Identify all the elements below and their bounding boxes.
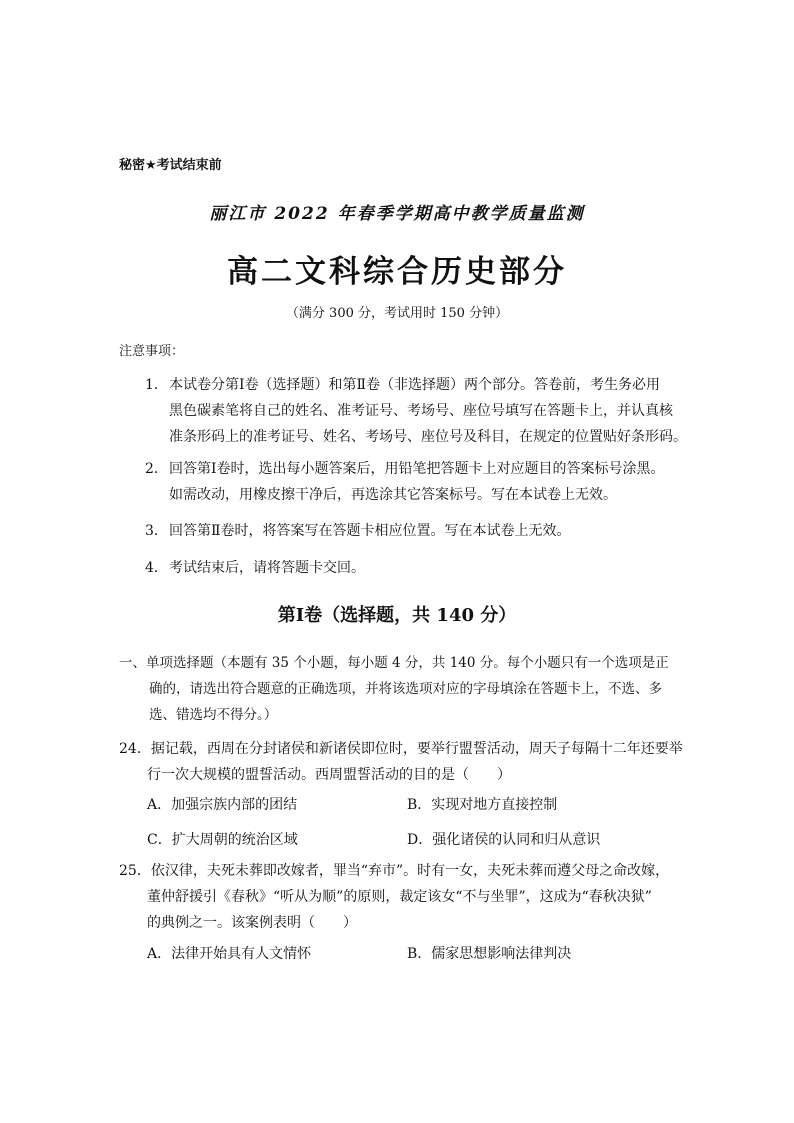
question-24 [119,736,683,788]
question-line: 25．依汉律，夫死未葬即改嫁者，罪当“弃市”。时有一女，夫死未葬而遵父母之命改嫁， [119,863,670,879]
confidential-label: 秘密★考试结束前 [119,158,222,173]
notes-heading: 注意事项： [119,344,185,359]
note-number: 2． [145,461,168,477]
question-25-option-b[interactable]: B．儒家思想影响法律判决 [407,946,572,962]
note-line: 黑色碳素笔将自己的姓名、准考证号、考场号、座位号填写在答题卡上，并认真核 [169,403,673,419]
section-title: 第Ⅰ卷（选择题，共 140 分） [277,605,517,626]
question-line: 24．据记载，西周在分封诸侯和新诸侯即位时，要举行盟誓活动，周天子每隔十二年还要举 [119,741,683,757]
instruction-line: 一、单项选择题（本题有 35 个小题，每小题 4 分，共 140 分。每个小题只有一个选项是正 [119,655,669,671]
note-number: 3． [145,523,168,539]
instruction-line: 确的，请选出符合题意的正确选项，并将该选项对应的字母填涂在答题卡上，不选、多 [149,681,662,697]
section-instructions [119,650,669,728]
question-line: 的典例之一。该案例表明（ ） [147,915,357,931]
exam-subtitle: 丽江市 2022 年春季学期高中教学质量监测 [209,204,585,224]
note-line: 回答第Ⅰ卷时，选出每小题答案后，用铅笔把答题卡上对应题目的答案标号涂黑。 [169,461,665,477]
note-line: 如需改动，用橡皮擦干净后，再选涂其它答案标号。写在本试卷上无效。 [169,487,617,503]
instruction-line: 选、错选均不得分。） [149,707,278,723]
note-line: 回答第Ⅱ卷时，将答案写在答题卡相应位置。写在本试卷上无效。 [169,523,571,539]
question-24-option-b[interactable]: B．实现对地方直接控制 [407,797,558,813]
note-line: 本试卷分第Ⅰ卷（选择题）和第Ⅱ卷（非选择题）两个部分。答卷前，考生务必用 [169,377,661,393]
note-number: 4． [145,560,168,576]
note-item-1 [145,372,687,450]
question-25 [119,858,669,936]
note-item-3 [145,518,571,544]
question-25-option-a[interactable]: A．法律开始具有人文情怀 [147,946,312,962]
note-line: 考试结束后，请将答题卡交回。 [169,560,365,576]
note-number: 1． [145,377,168,393]
question-line: 行一次大规模的盟誓活动。西周盟誓活动的目的是（ ） [147,767,511,783]
question-24-option-a[interactable]: A．加强宗族内部的团结 [147,797,298,813]
question-24-option-d[interactable]: D．强化诸侯的认同和归从意识 [407,832,601,848]
question-line: 董仲舒援引《春秋》“听从为顺”的原则，裁定该女“不与坐罪”，这成为“春秋决狱” [147,889,652,905]
note-line: 准条形码上的准考证号、姓名、考场号、座位号及科目，在规定的位置贴好条形码。 [169,429,687,445]
page-title: 高二文科综合历史部分 [227,254,567,290]
score-time-note: （满分 300 分，考试用时 150 分钟） [285,306,509,321]
note-item-2 [145,456,665,508]
question-24-option-c[interactable]: C．扩大周朝的统治区域 [147,832,298,848]
note-item-4 [145,555,365,581]
